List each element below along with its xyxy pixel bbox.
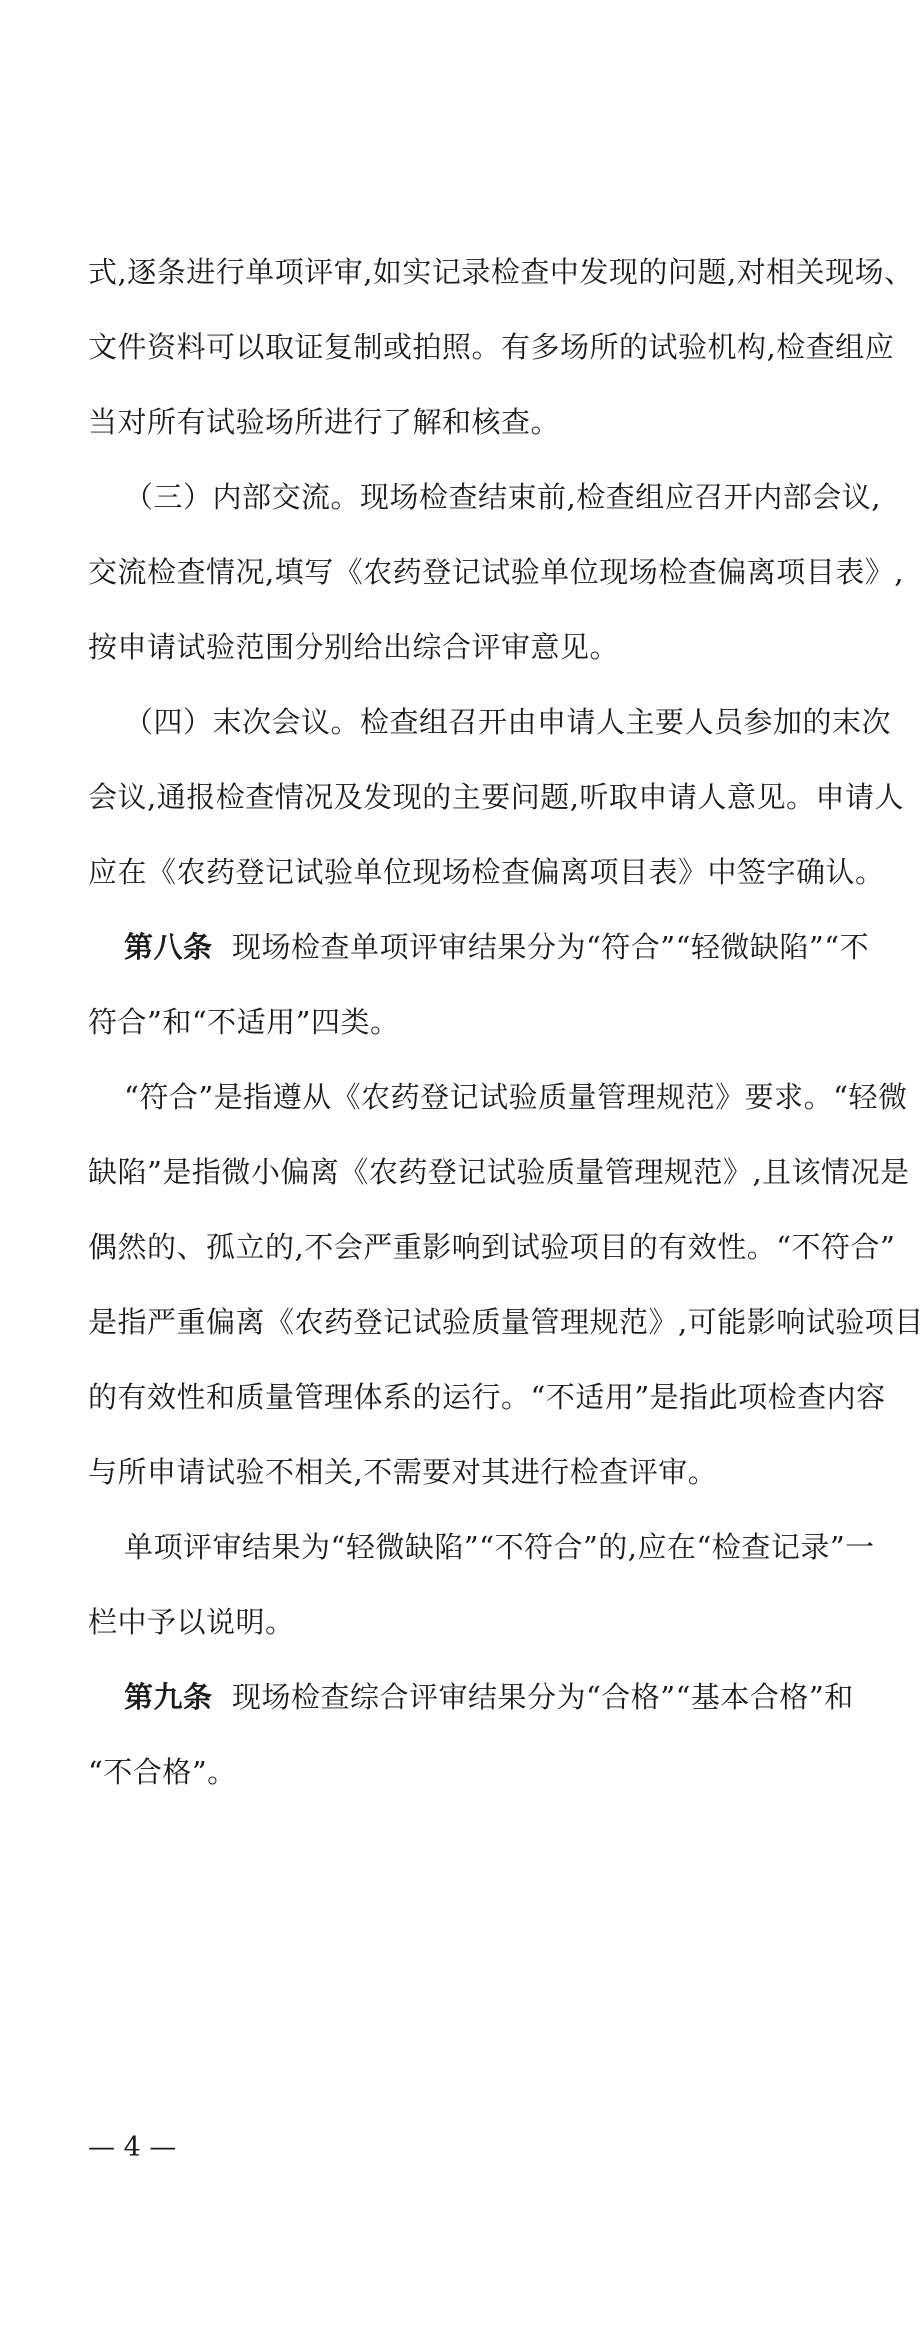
article-9-label: 第九条 [124, 1680, 213, 1714]
paragraph-line: 是指严重偏离《农药登记试验质量管理规范》,可能影响试验项目 [88, 1305, 924, 1339]
paragraph-line: 文件资料可以取证复制或拍照。有多场所的试验机构,检查组应 [88, 330, 895, 364]
paragraph-line: 缺陷”是指微小偏离《农药登记试验质量管理规范》,且该情况是 [88, 1155, 910, 1189]
paragraph-line: 会议,通报检查情况及发现的主要问题,听取申请人意见。申请人 [88, 780, 904, 814]
paragraph-line: 偶然的、孤立的,不会严重影响到试验项目的有效性。“不符合” [88, 1230, 896, 1264]
paragraph-line: “符合”是指遵从《农药登记试验质量管理规范》要求。“轻微 [124, 1080, 908, 1114]
article-8-first-line [124, 930, 870, 964]
paragraph-line: 单项评审结果为“轻微缺陷”“不符合”的,应在“检查记录”一 [124, 1530, 875, 1564]
paragraph-line: 符合”和“不适用”四类。 [88, 1005, 400, 1039]
paragraph-text: 现场检查单项评审结果分为“符合”“轻微缺陷”“不 [231, 930, 870, 964]
paragraph-line: 当对所有试验场所进行了解和核查。 [88, 405, 561, 439]
paragraph-line: 的有效性和质量管理体系的运行。“不适用”是指此项检查内容 [88, 1380, 886, 1414]
paragraph-line: （三）内部交流。现场检查结束前,检查组应召开内部会议, [124, 480, 881, 514]
article-8-label: 第八条 [124, 930, 213, 964]
page-number: — 4 — [88, 2132, 177, 2163]
article-9-first-line [124, 1680, 854, 1714]
paragraph-line: 式,逐条进行单项评审,如实记录检查中发现的问题,对相关现场、 [88, 255, 914, 289]
paragraph-line: 与所申请试验不相关,不需要对其进行检查评审。 [88, 1455, 718, 1489]
paragraph-line: （四）末次会议。检查组召开由申请人主要人员参加的末次 [124, 705, 892, 739]
paragraph-line: 应在《农药登记试验单位现场检查偏离项目表》中签字确认。 [88, 855, 885, 889]
paragraph-line: “不合格”。 [88, 1755, 237, 1789]
paragraph-line: 按申请试验范围分别给出综合评审意见。 [88, 630, 620, 664]
paragraph-line: 交流检查情况,填写《农药登记试验单位现场检查偏离项目表》, [88, 555, 904, 589]
paragraph-line: 栏中予以说明。 [88, 1605, 295, 1639]
paragraph-text: 现场检查综合评审结果分为“合格”“基本合格”和 [231, 1680, 854, 1714]
